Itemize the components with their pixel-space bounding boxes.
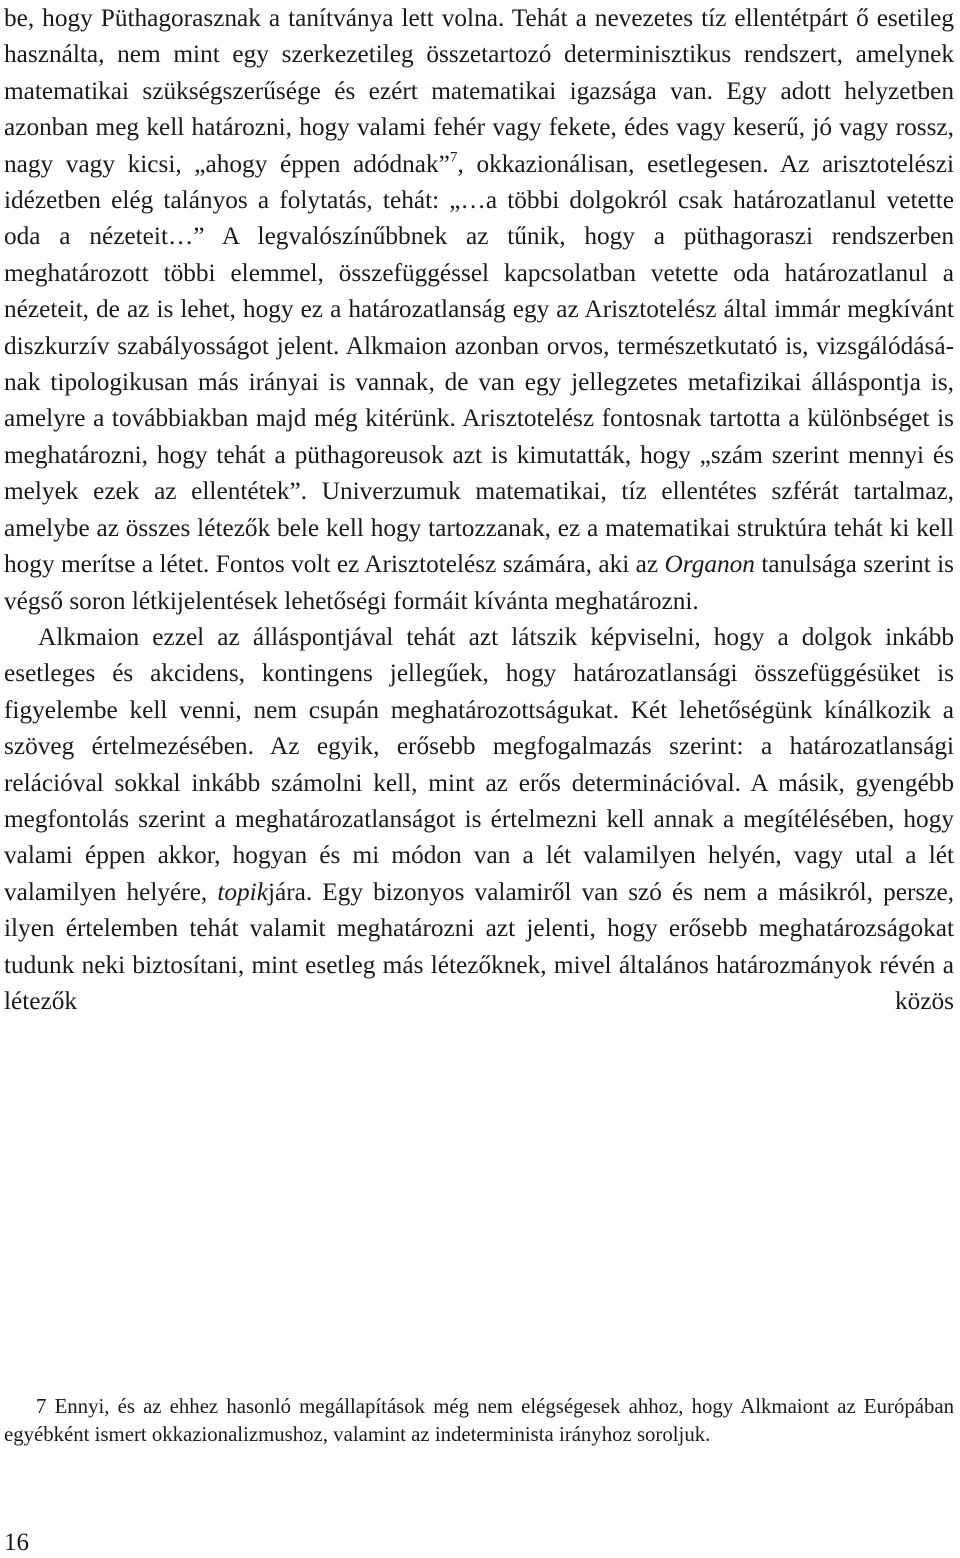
- main-text: [4, 0, 954, 1019]
- footnotes: [4, 1393, 954, 1448]
- footnote-reference: 7: [449, 148, 458, 165]
- footnote-7: [4, 1393, 954, 1448]
- paragraph-1-text-c: tanulsága szerint is végső soron létkijelentések lehetőségi formáit kívánta meghatározni.: [4, 550, 955, 615]
- topik-word: topik: [217, 877, 268, 906]
- organon-title: Organon: [664, 550, 755, 579]
- paragraph-2-text-b: jára. Egy bizonyos valamiről van szó és nem a másikról, persze, ilyen értelemben tehát valamit meghatározni azt jelenti, hogy erősebb meghatározságokat tudunk neki biztosítani, mint esetleg más létezőknek, mivel általános határozmányok révén a létezők közös: [4, 877, 955, 1015]
- paragraph-1-text-a: be, hogy Püthagorasznak a tanítványa lett volna. Tehát a nevezetes tíz ellentétpárt ő esetileg használta, nem mint egy szerkezetileg összetartozó determinisztikus rendszert, amelynek matematikai szükségszerűsége és ezért matematikai igazsága van. Egy adott helyzetben azonban meg kell határozni, hogy valami fehér vagy fekete, édes vagy keserű, jó vagy rossz, nagy vagy kicsi, „ahogy éppen adódnak”: [4, 4, 954, 178]
- paragraph-2-text-a: Alkmaion ezzel az álláspontjával tehát azt látszik képviselni, hogy a dolgok inkább esetleges és akcidens, kontingens jellegűek, hogy határozatlansági összefüggésüket is figyelembe kell venni, nem csupán meghatározottságukat. Két lehetőségünk kínálkozik a szöveg értelmezésében. Az egyik, erősebb megfogalmazás szerint: a határozatlansági relációval sokkal inkább számolni kell, mint az erős determinációval. A másik, gyengébb megfontolás szerint a meghatározatlanságot is értelmezni kell annak a megítélésében, hogy valami éppen akkor, hogyan és mi módon van a lét valamilyen helyén, vagy utal a lét valamilyen helyére,: [4, 622, 954, 906]
- paragraph-1: [4, 0, 954, 619]
- paragraph-1-text-b: , okkazionálisan, esetlegesen. Az arisztotelészi idézetben elég talányos a folytatás, tehát: „…a többi dolgokról csak határozatlanul vetette oda a nézeteit…” A legvalószínűbbnek az tűnik, hogy a püthagoraszi rendszerben meghatározott többi elemmel, összefüggéssel kapcsolatban vetette oda határozatlanul a nézeteit, de az is lehet, hogy ez a határozatlanság egy az Arisztotelész által immár megkívánt diszkurzív szabályosságot jelent. Alkmaion azonban orvos, természetkutató is, vizsgálódásának tipologikusan más irányai is vannak, de van egy jellegzetes metafizikai álláspontja is, amelyre a továbbiakban majd még kitérünk. Arisztotelész fontosnak tartotta a különbséget is meghatározni, hogy tehát a püthagoreusok azt is kimutatták, hogy „szám szerint mennyi és melyek ezek az ellentétek”. Univerzumuk matematikai, tíz ellentétes szférát tartalmaz, amelybe az összes létezők bele kell hogy tartozzanak, ez a matematikai struktúra tehát ki kell hogy merítse a létet. Fontos volt ez Arisztotelész számára, aki az: [4, 149, 955, 579]
- paragraph-2: [4, 619, 954, 1019]
- footnote-text: Ennyi, és az ehhez hasonló megállapítások még nem elégségesek ahhoz, hogy Alkmaiont az Európában egyébként ismert okkazionalizmushoz, valamint az indeterminista irányhoz soroljuk.: [4, 1395, 954, 1446]
- page-number: 16: [4, 1529, 29, 1556]
- footnote-number: 7: [36, 1395, 47, 1418]
